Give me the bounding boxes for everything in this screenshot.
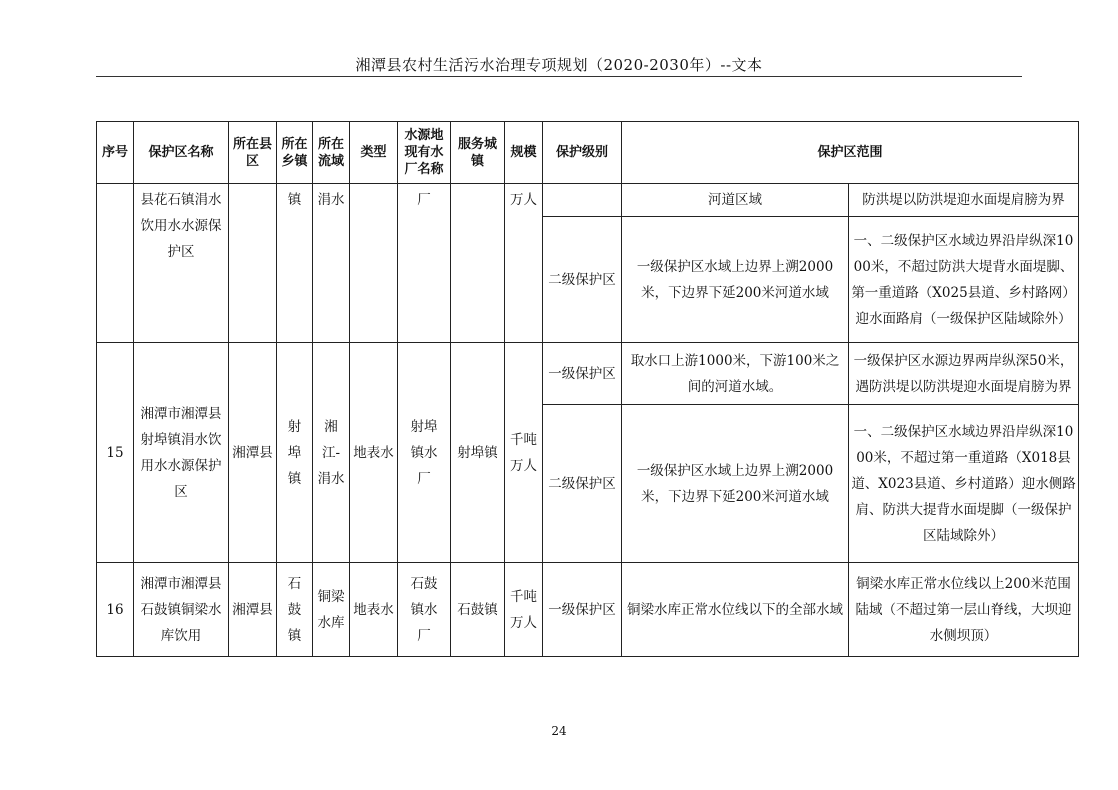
- header-cell: 所在乡镇: [277, 122, 313, 184]
- cell-basin: 涓水: [313, 184, 350, 343]
- cell-water-range: 铜梁水库正常水位线以下的全部水域: [622, 563, 849, 657]
- cell-water-range: 取水口上游1000米，下游100米之间的河道水域。: [622, 343, 849, 405]
- cell-service: 射埠镇: [451, 343, 505, 563]
- cell-water-range: 一级保护区水域上边界上溯2000米，下边界下延200米河道水域: [622, 217, 849, 343]
- cell-level: 二级保护区: [543, 217, 622, 343]
- cell-land-range: 防洪堤以防洪堤迎水面堤肩膀为界: [849, 184, 1079, 217]
- header-cell: 保护区名称: [134, 122, 229, 184]
- header-cell: 水源地现有水厂名称: [398, 122, 451, 184]
- cell-no: 15: [97, 343, 134, 563]
- header-cell: 保护区范围: [622, 122, 1079, 184]
- cell-plant: 厂: [398, 184, 451, 343]
- cell-land-range: 一、二级保护区水域边界沿岸纵深1000米，不超过第一重道路（X018县道、X023县道、乡村道路）迎水侧路肩、防洪大提背水面堤脚（一级保护区陆域除外）: [849, 405, 1079, 563]
- header-cell: 序号: [97, 122, 134, 184]
- cell-basin: 湘江-涓水: [313, 343, 350, 563]
- cell-town: 射埠镇: [277, 343, 313, 563]
- header-cell: 服务城镇: [451, 122, 505, 184]
- cell-basin: 铜梁水库: [313, 563, 350, 657]
- header-rule: [96, 76, 1022, 77]
- cell-land-range: 一、二级保护区水域边界沿岸纵深1000米，不超过防洪大堤背水面堤脚、第一重道路（X025县道、乡村路网）迎水面路肩（一级保护区陆域除外）: [849, 217, 1079, 343]
- cell-county: 湘潭县: [229, 343, 277, 563]
- cell-service: [451, 184, 505, 343]
- cell-county: 湘潭县: [229, 563, 277, 657]
- cell-scale: 千吨万人: [505, 343, 543, 563]
- document-header: 湘潭县农村生活污水治理专项规划（2020-2030年）--文本: [355, 56, 763, 74]
- header-cell: 规模: [505, 122, 543, 184]
- cell-plant: 石鼓镇水厂: [398, 563, 451, 657]
- table-row: [97, 184, 1079, 217]
- cell-level: [543, 184, 622, 217]
- table-header-row: [97, 122, 1079, 184]
- cell-county: [229, 184, 277, 343]
- cell-type: 地表水: [350, 343, 398, 563]
- cell-scale: 千吨万人: [505, 563, 543, 657]
- cell-level: 一级保护区: [543, 343, 622, 405]
- cell-water-range: 河道区域: [622, 184, 849, 217]
- page-number: 24: [551, 724, 567, 738]
- cell-no: [97, 184, 134, 343]
- cell-level: 二级保护区: [543, 405, 622, 563]
- cell-land-range: 铜梁水库正常水位线以上200米范围陆域（不超过第一层山脊线，大坝迎水侧坝顶）: [849, 563, 1079, 657]
- header-cell: 类型: [350, 122, 398, 184]
- cell-town: 镇: [277, 184, 313, 343]
- cell-name: 湘潭市湘潭县射埠镇涓水饮用水水源保护区: [134, 343, 229, 563]
- cell-name: 湘潭市湘潭县石鼓镇铜梁水库饮用: [134, 563, 229, 657]
- cell-no: 16: [97, 563, 134, 657]
- table-row: [97, 563, 1079, 657]
- protection-zone-table: [96, 121, 1079, 657]
- cell-name: 县花石镇涓水饮用水水源保护区: [134, 184, 229, 343]
- header-cell: 所在县区: [229, 122, 277, 184]
- cell-type: 地表水: [350, 563, 398, 657]
- cell-plant: 射埠镇水厂: [398, 343, 451, 563]
- cell-service: 石鼓镇: [451, 563, 505, 657]
- cell-level: 一级保护区: [543, 563, 622, 657]
- header-cell: 保护级别: [543, 122, 622, 184]
- table-row: [97, 343, 1079, 405]
- cell-land-range: 一级保护区水源边界两岸纵深50米，遇防洪堤以防洪堤迎水面堤肩膀为界: [849, 343, 1079, 405]
- cell-scale: 万人: [505, 184, 543, 343]
- cell-water-range: 一级保护区水域上边界上溯2000米，下边界下延200米河道水域: [622, 405, 849, 563]
- cell-town: 石鼓镇: [277, 563, 313, 657]
- header-cell: 所在流域: [313, 122, 350, 184]
- cell-type: [350, 184, 398, 343]
